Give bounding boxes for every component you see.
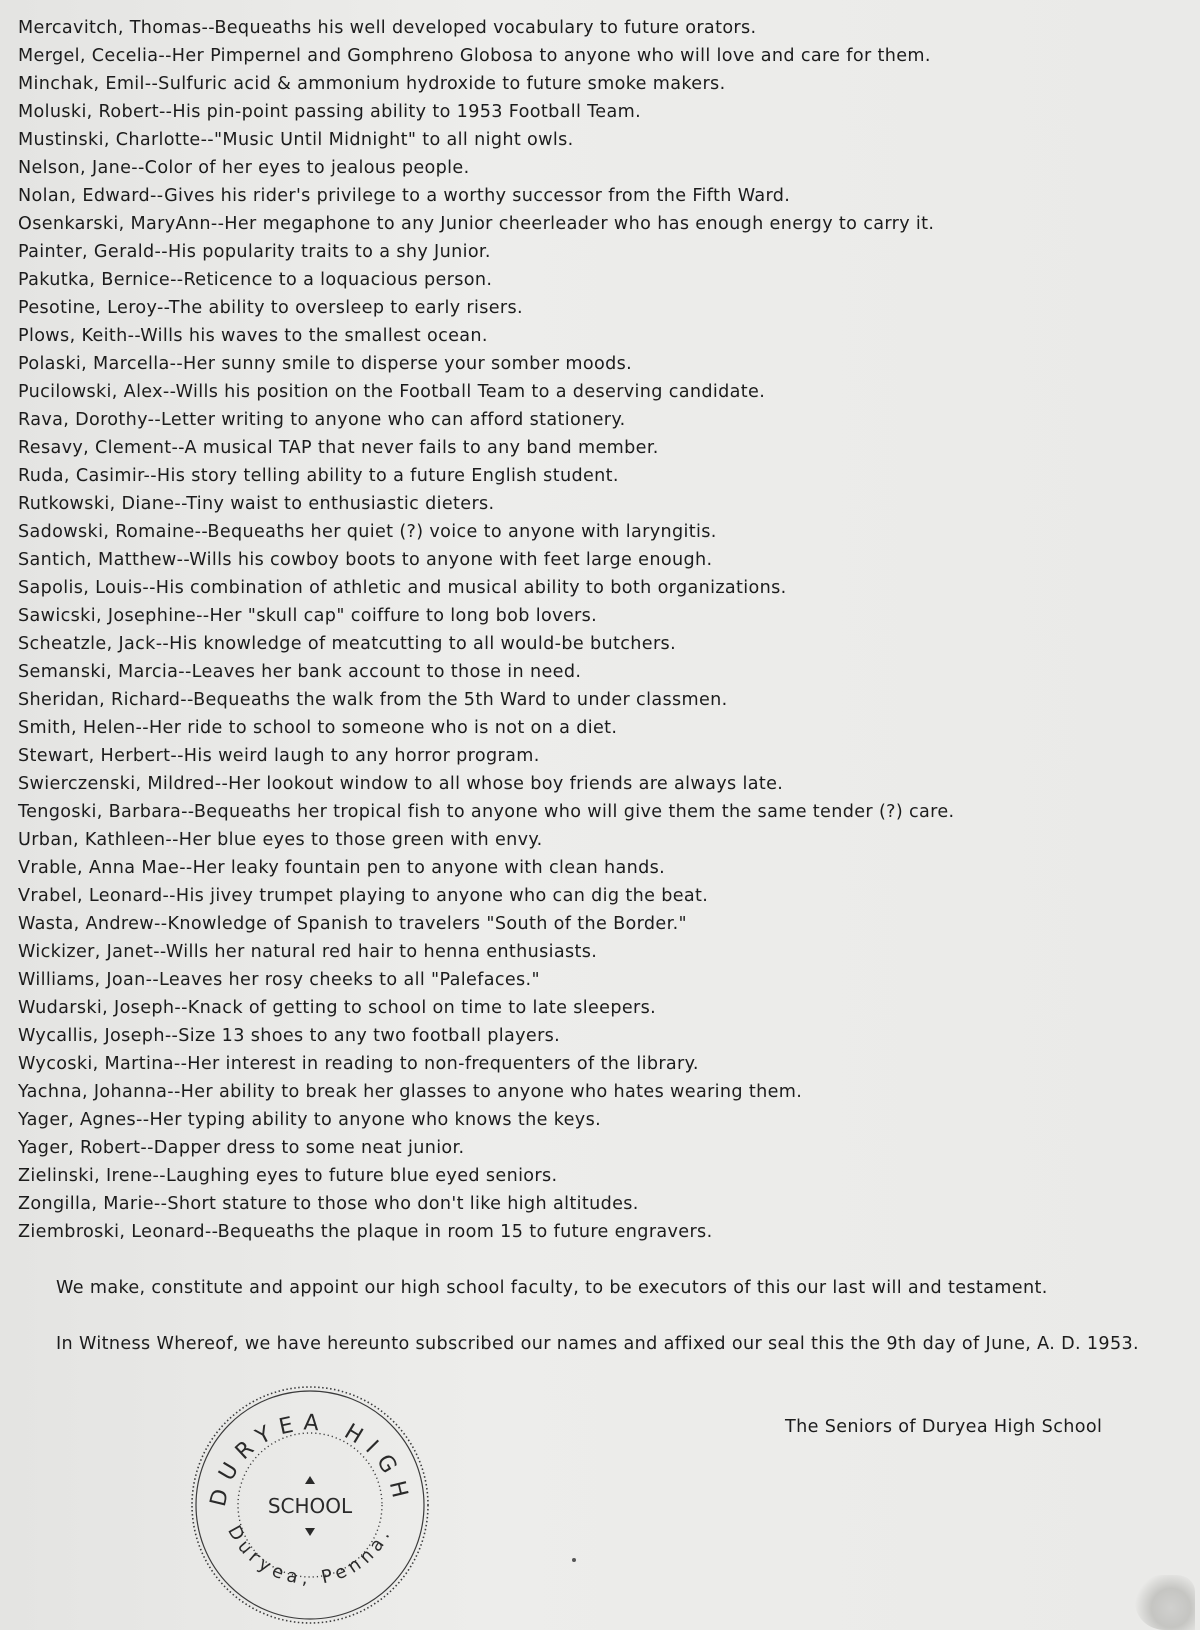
bequest-list xyxy=(18,14,1188,1246)
seal-bottom-text: Duryea, Penna. xyxy=(223,1522,397,1590)
bequest-entry: Rutkowski, Diane--Tiny waist to enthusiastic dieters. xyxy=(18,494,495,514)
bequest-entry: Nelson, Jane--Color of her eyes to jealous people. xyxy=(18,158,470,178)
bequest-entry: Pesotine, Leroy--The ability to oversleep to early risers. xyxy=(18,298,523,318)
bequest-entry: Moluski, Robert--His pin-point passing ability to 1953 Football Team. xyxy=(18,102,642,122)
paper-corner-wear xyxy=(1135,1575,1195,1630)
bequest-entry: Tengoski, Barbara--Bequeaths her tropical fish to anyone who will give them the same tender (?) care. xyxy=(18,802,955,822)
bequest-entry: Polaski, Marcella--Her sunny smile to disperse your somber moods. xyxy=(18,354,633,374)
bequest-entry: Yager, Robert--Dapper dress to some neat junior. xyxy=(18,1138,465,1158)
bequest-entry: Scheatzle, Jack--His knowledge of meatcutting to all would-be butchers. xyxy=(18,634,677,654)
seal-triangle-up-icon xyxy=(305,1476,315,1484)
bequest-entry: Ruda, Casimir--His story telling ability to a future English student. xyxy=(18,466,619,486)
bequest-entry: Swierczenski, Mildred--Her lookout window to all whose boy friends are always late. xyxy=(18,774,784,794)
bequest-entry: Resavy, Clement--A musical TAP that never fails to any band member. xyxy=(18,438,659,458)
bequest-entry: Vrable, Anna Mae--Her leaky fountain pen to anyone with clean hands. xyxy=(18,858,666,878)
school-seal xyxy=(185,1380,435,1630)
bequest-entry: Mercavitch, Thomas--Bequeaths his well developed vocabulary to future orators. xyxy=(18,18,757,38)
bequest-entry: Stewart, Herbert--His weird laugh to any horror program. xyxy=(18,746,540,766)
signature-line: The Seniors of Duryea High School xyxy=(785,1417,1103,1437)
bequest-entry: Mergel, Cecelia--Her Pimpernel and Gomphreno Globosa to anyone who will love and care for them. xyxy=(18,46,931,66)
seal-triangle-down-icon xyxy=(305,1528,315,1536)
bequest-entry: Wickizer, Janet--Wills her natural red hair to henna enthusiasts. xyxy=(18,942,598,962)
bequest-entry: Yachna, Johanna--Her ability to break her glasses to anyone who hates wearing them. xyxy=(18,1082,803,1102)
bequest-entry: Wasta, Andrew--Knowledge of Spanish to travelers "South of the Border." xyxy=(18,914,687,934)
bequest-entry: Pakutka, Bernice--Reticence to a loquacious person. xyxy=(18,270,493,290)
bequest-entry: Zongilla, Marie--Short stature to those who don't like high altitudes. xyxy=(18,1194,639,1214)
seal-outer-text: DURYEA HIGH xyxy=(205,1410,415,1510)
bequest-entry: Wycallis, Joseph--Size 13 shoes to any two football players. xyxy=(18,1026,561,1046)
bequest-entry: Vrabel, Leonard--His jivey trumpet playing to anyone who can dig the beat. xyxy=(18,886,709,906)
bequest-entry: Williams, Joan--Leaves her rosy cheeks to all "Palefaces." xyxy=(18,970,540,990)
bequest-entry: Sheridan, Richard--Bequeaths the walk from the 5th Ward to under classmen. xyxy=(18,690,728,710)
bequest-entry: Zielinski, Irene--Laughing eyes to future blue eyed seniors. xyxy=(18,1166,558,1186)
bequest-entry: Semanski, Marcia--Leaves her bank account to those in need. xyxy=(18,662,582,682)
bequest-entry: Pucilowski, Alex--Wills his position on the Football Team to a deserving candidate. xyxy=(18,382,766,402)
bequest-entry: Plows, Keith--Wills his waves to the smallest ocean. xyxy=(18,326,488,346)
bequest-entry: Yager, Agnes--Her typing ability to anyone who knows the keys. xyxy=(18,1110,602,1130)
bequest-entry: Painter, Gerald--His popularity traits to a shy Junior. xyxy=(18,242,491,262)
bequest-entry: Sadowski, Romaine--Bequeaths her quiet (?) voice to anyone with laryngitis. xyxy=(18,522,717,542)
ink-speck xyxy=(572,1558,576,1562)
bequest-entry: Sapolis, Louis--His combination of athletic and musical ability to both organizations. xyxy=(18,578,787,598)
bequest-entry: Sawicski, Josephine--Her "skull cap" coiffure to long bob lovers. xyxy=(18,606,598,626)
bequest-entry: Wycoski, Martina--Her interest in reading to non-frequenters of the library. xyxy=(18,1054,699,1074)
executors-paragraph: We make, constitute and appoint our high school faculty, to be executors of this our last will and testament. xyxy=(56,1278,1048,1298)
bequest-entry: Smith, Helen--Her ride to school to someone who is not on a diet. xyxy=(18,718,618,738)
bequest-entry: Nolan, Edward--Gives his rider's privilege to a worthy successor from the Fifth Ward. xyxy=(18,186,791,206)
bequest-entry: Minchak, Emil--Sulfuric acid & ammonium hydroxide to future smoke makers. xyxy=(18,74,726,94)
bequest-entry: Mustinski, Charlotte--"Music Until Midnight" to all night owls. xyxy=(18,130,574,150)
bequest-entry: Rava, Dorothy--Letter writing to anyone who can afford stationery. xyxy=(18,410,626,430)
witness-paragraph: In Witness Whereof, we have hereunto subscribed our names and affixed our seal this the 9th day of June, A. D. 1953. xyxy=(56,1334,1139,1354)
bequest-entry: Santich, Matthew--Wills his cowboy boots to anyone with feet large enough. xyxy=(18,550,713,570)
seal-center-text: SCHOOL xyxy=(267,1494,353,1518)
bequest-entry: Osenkarski, MaryAnn--Her megaphone to any Junior cheerleader who has enough energy to carry it. xyxy=(18,214,935,234)
bequest-entry: Ziembroski, Leonard--Bequeaths the plaque in room 15 to future engravers. xyxy=(18,1222,713,1242)
bequest-entry: Wudarski, Joseph--Knack of getting to school on time to late sleepers. xyxy=(18,998,657,1018)
bequest-entry: Urban, Kathleen--Her blue eyes to those green with envy. xyxy=(18,830,543,850)
